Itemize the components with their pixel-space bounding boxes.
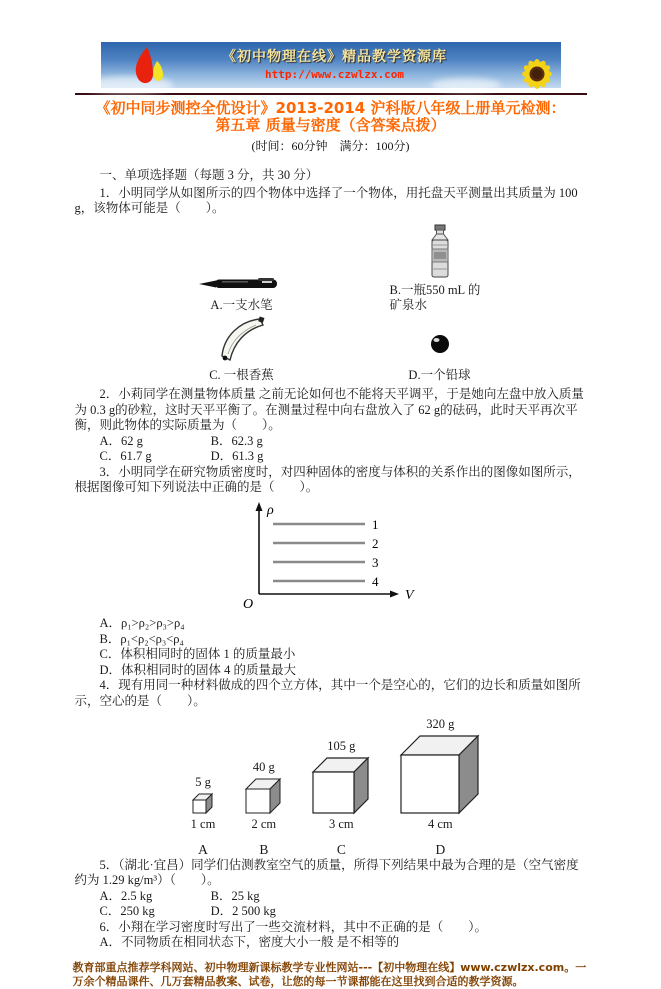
cube-c: [312, 739, 370, 858]
question-5-text: 5．（湖北·宜昌）同学们估测教室空气的质量，所得下列结果中最为合理的是（空气密度约为 1.29 kg/m³）（ ）。: [74, 857, 579, 887]
density-volume-graph: [225, 498, 587, 615]
section-heading: 一、单项选择题（每题 3 分，共 30 分）: [99, 168, 319, 182]
banana-icon: [214, 314, 270, 364]
footer-promo-text: 教育部重点推荐学科网站、初中物理新课标教学专业性网站---【初中物理在线】www.czwlzx.com。一万余个精品课件、几万套精品教案、试卷，让您的每一节课都能在这里找到合适的教学资源。: [72, 960, 587, 988]
option-a-figure: [147, 225, 337, 314]
site-url[interactable]: http://www.czwlzx.com: [264, 68, 405, 81]
question-5-options-row1: [75, 889, 587, 905]
cube-b-letter: B: [259, 842, 269, 857]
q3-option-b: B．ρ₁<ρ₂<ρ₃<ρ₄: [99, 631, 184, 646]
doc-title: [0, 100, 661, 134]
banner-divider: [75, 93, 587, 95]
sunflower-icon: [507, 50, 561, 88]
banner-text-block: [171, 46, 499, 81]
cube-a-icon: [192, 793, 214, 815]
option-b-figure: [365, 225, 515, 314]
graph-line-1-label: 1: [371, 516, 378, 532]
cube-b-icon: [245, 778, 282, 815]
cube-d-edge: 4 cm: [428, 816, 453, 831]
cube-a-letter: A: [198, 842, 208, 857]
graph-line-4-label: 4: [371, 573, 378, 589]
cube-d-icon: [400, 735, 480, 815]
question-6-text: 6．小翔在学习密度时写出了一些交流材料，其中不正确的是（ ）。: [99, 919, 488, 934]
graph-xlabel: V: [404, 587, 414, 603]
cube-d-letter: D: [435, 842, 446, 857]
question-2-options-row2: [75, 449, 587, 465]
graph-line-2-label: 2: [371, 535, 378, 551]
cube-c-mass: 105 g: [327, 739, 356, 753]
cube-b-edge: 2 cm: [251, 816, 277, 831]
cube-d: [400, 717, 480, 858]
question-2-options-row1: [75, 434, 587, 450]
q5-option-a: A．2.5 kg: [99, 888, 153, 903]
option-c-label: C. 一根香蕉: [209, 367, 274, 382]
cube-b: [245, 760, 282, 858]
pen-icon: [196, 274, 288, 294]
water-bottle-icon: [427, 225, 453, 279]
cube-d-mass: 320 g: [426, 717, 455, 731]
graph-ylabel: ρ: [266, 502, 274, 518]
option-a-label: A.一支水笔: [210, 298, 273, 312]
q3-option-c: C．体积相同时的固体 1 的质量最小: [99, 647, 296, 661]
cubes-figure: [85, 717, 587, 858]
doc-time-score: (时间：60分钟 满分：100分): [251, 139, 410, 153]
doc-title-line1: 《初中同步测控全优设计》2013-2014 沪科版八年级上册单元检测：: [95, 99, 566, 117]
lead-ball-icon: [430, 334, 450, 354]
question-1-text: 1．小明同学从如图所示的四个物体中选择了一个物体，用托盘天平测量出其质量为 100 g，该物体可能是（ ）。: [74, 185, 578, 215]
graph-line-3-label: 3: [371, 554, 378, 570]
question-4-text: 4．现有用同一种材料做成的四个立方体，其中一个是空心的，它们的边长和质量如图所示，空心的是（ ）。: [74, 678, 581, 708]
cube-c-edge: 3 cm: [329, 816, 354, 831]
q3-option-a: A．ρ₁>ρ₂>ρ₃>ρ₄: [99, 616, 185, 630]
q5-option-d: D．2 500 kg: [210, 904, 276, 918]
q2-option-c: C．61.7 g: [99, 449, 152, 463]
option-d-figure: [365, 314, 515, 384]
doc-body: [75, 168, 587, 951]
q2-option-b: B．62.3 g: [210, 433, 263, 448]
cube-c-letter: C: [336, 842, 346, 857]
graph-origin-label: O: [242, 596, 253, 612]
option-b-label: B.一瓶550 mL 的矿泉水: [389, 282, 481, 312]
question-2-text: 2．小莉同学在测量物体质量 之前无论如何也不能将天平调平，于是她向左盘中放入质量为 0.3 g的砂粒，这时天平平衡了。在测量过程中向右盘放入了 62 g的砝码，此时天平再次平衡，则此物体的实际质量为（ ）。: [74, 387, 584, 432]
site-logo-icon: [127, 46, 165, 86]
question-1-figure: [75, 225, 587, 384]
option-c-figure: [147, 314, 337, 384]
q6-option-a: A．不同物质在相同状态下，密度大小一般 是不相等的: [99, 935, 400, 949]
cube-c-icon: [312, 757, 370, 815]
document-page: [0, 42, 661, 988]
cube-b-mass: 40 g: [252, 760, 275, 774]
doc-title-line2: 第五章 质量与密度（含答案点拨）: [215, 116, 446, 134]
cube-a: [191, 775, 216, 858]
q2-option-a: A．62 g: [99, 433, 143, 448]
site-banner: [101, 42, 561, 88]
q5-option-b: B．25 kg: [210, 888, 260, 903]
cube-a-edge: 1 cm: [190, 816, 216, 831]
cube-a-mass: 5 g: [195, 775, 211, 789]
option-d-label: D.一个铅球: [408, 367, 471, 382]
q3-option-d: D．体积相同时的固体 4 的质量最大: [99, 662, 297, 677]
q2-option-d: D．61.3 g: [210, 449, 264, 463]
question-3-text: 3．小明同学在研究物质密度时，对四种固体的密度与体积的关系作出的图像如图所示，根据图像可知下列说法中正确的是（ ）。: [74, 464, 581, 494]
q5-option-c: C．250 kg: [99, 904, 155, 918]
site-title: 《初中物理在线》精品教学资源库: [222, 49, 447, 65]
question-5-options-row2: [75, 904, 587, 920]
